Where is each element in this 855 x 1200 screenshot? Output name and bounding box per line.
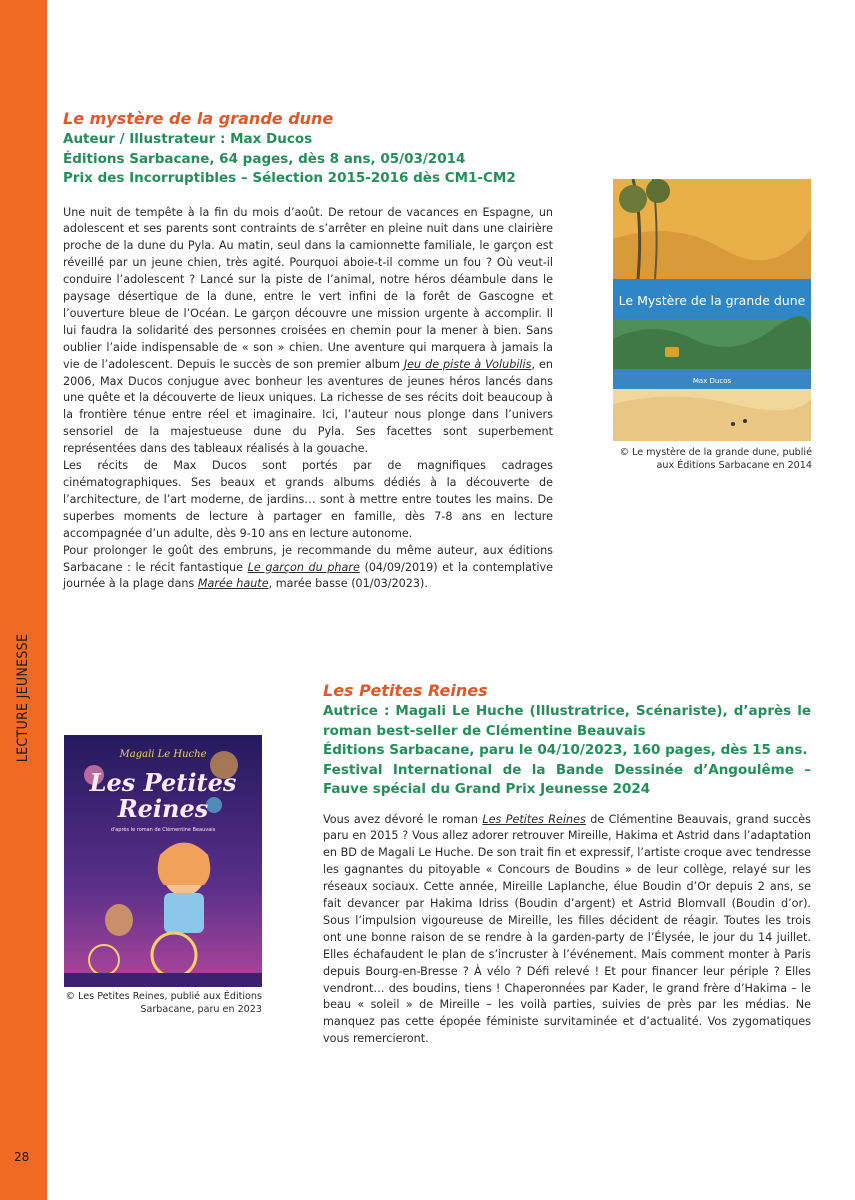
paragraph: Une nuit de tempête à la fin du mois d’août. De retour de vacances en Espagne, un adolescent et ses parents sont contraints de s’arrêter en pleine nuit dans une clairière proche de la dune du Pyla. Au matin, seul dans la camionnette familiale, le garçon est réveillé par un jeune chien, très agité. Pourquoi aboie-t-il comme un fou ? Où veut-il conduire l’adolescent ? Lancé sur la piste de l’animal, notre héros déambule dans le paysage désertique de la dune, entre le vert infini de la forêt de Gascogne et l’ouverture bleue de l’Océan. Le garçon découvre une mission urgente à accomplir. Il lui faudra la solidarité des personnes croisées en chemin pour la mener à bien. Sans oublier l’aide indispensable de « son » chien. Une aventure qui marquera à jamais la vie de l’adolescent. Depuis le succès de son premier album Jeu de piste à Volubilis, en 2006, Max Ducos conjugue avec bonheur les aventures de jeunes héros lancés dans une quête et la découverte de lieux uniques. La richesse de ses récits doit beaucoup à la frontière ténue entre réel et imaginaire. Ici, l’auteur nous plonge dans l’univers sensoriel de la majestueuse dune du Pyla. Ses facettes sont superbement représentées dans des tableaux réalisés à la gouache.: [63, 205, 553, 456]
article-title: Les Petites Reines: [323, 681, 488, 700]
cover-subtitle: d'après le roman de Clémentine Beauvais: [110, 827, 216, 833]
cover-author: Max Ducos: [692, 377, 732, 385]
article-meta: [323, 702, 811, 800]
book-cover-petites-reines: [64, 735, 262, 987]
article-mystere-dune: [63, 108, 553, 593]
article-body: [323, 812, 811, 1049]
publisher-line: Éditions Sarbacane, paru le 04/10/2023, 160 pages, dès 15 ans.: [323, 742, 808, 758]
article-petites-reines: [323, 680, 811, 1048]
cover-title-line2: Reines: [117, 794, 209, 823]
book-link: Le garçon du phare: [247, 560, 360, 574]
image-caption: © Les Petites Reines, publié aux Éditions Sarbacane, paru en 2023: [65, 991, 262, 1015]
article-title: Le mystère de la grande dune: [63, 109, 334, 128]
award-line: Festival International de la Bande Dessinée d’Angoulême – Fauve spécial du Grand Prix Jeunesse 2024: [323, 761, 811, 797]
book-link: Jeu de piste à Volubilis: [403, 357, 532, 371]
article-body: [63, 205, 553, 594]
book-cover-mystere-dune: [613, 179, 811, 441]
publisher-line: Éditions Sarbacane, 64 pages, dès 8 ans, 05/03/2014: [63, 150, 466, 167]
book-link: Les Petites Reines: [482, 812, 586, 826]
author-line: Auteur / Illustrateur : Max Ducos: [63, 131, 313, 147]
cover-title-line1: Les Petites: [89, 768, 237, 797]
page-number: 28: [14, 1150, 30, 1164]
cover-author: Magali Le Huche: [119, 749, 207, 760]
section-label: LECTURE JEUNESSE: [15, 633, 31, 763]
side-band: [0, 0, 47, 1200]
paragraph: Les récits de Max Ducos sont portés par de magnifiques cadrages cinématographiques. Ses beaux et grands albums dédiés à la découverte de l’architecture, de l’art moderne, de jardins… sont à mettre entre toutes les mains. De superbes moments de lecture à partager en famille, dès 7-8 ans en lecture accompagnée d’un adulte, dès 9-10 ans en lecture autonome.: [63, 459, 553, 540]
author-line: Autrice : Magali Le Huche (Illustratrice, Scénariste), d’après le roman best-seller de Clémentine Beauvais: [323, 703, 811, 739]
book-link: Marée haute: [197, 577, 269, 591]
award-line: Prix des Incorruptibles – Sélection 2015-2016 dès CM1-CM2: [63, 170, 516, 186]
article-meta: [63, 130, 553, 189]
paragraph: Pour prolonger le goût des embruns, je recommande du même auteur, aux éditions Sarbacane : le récit fantastique Le garçon du phare (04/09/2019) et la contemplative journée à la plage dans Marée haute, marée basse (01/03/2023).: [63, 543, 553, 591]
paragraph: Vous avez dévoré le roman Les Petites Reines de Clémentine Beauvais, grand succès paru en 2015 ? Vous allez adorer retrouver Mireille, Hakima et Astrid dans l’adaptation en BD de Magali Le Huche. De son trait fin et expressif, l’artiste croque avec tendresse les gagnantes du pitoyable « Concours de Boudins » de leur collège, relayé sur les réseaux sociaux. Cette année, Mireille Laplanche, élue Boudin d’Or depuis 2 ans, se fait devancer par Hakima Idriss (Boudin d’argent) et Astrid Blomvall (Boudin d’or). Sous l’impulsion vigoureuse de Mireille, les filles décident de réagir. Toutes les trois ont une bonne raison de se rendre à la garden-party de l’Élysée, le jour du 14 juillet. Elles échafaudent le plan de s’incruster à l’événement. Mais comment monter à Paris depuis Bourg-en-Bresse ? À vélo ? Défi relevé ! Et pour financer leur périple ? Elles vendront… des boudins, tiens ! Chaperonnées par Kader, le grand frère d’Hakima – le beau « soleil » de Mireille – les voilà parties, suivies de près par les médias. Ne manquez pas cette épopée féministe survitaminée et d’actualité. Vos zygomatiques vous remercieront.: [323, 812, 812, 1046]
cover-title: Le Mystère de la grande dune: [618, 293, 806, 308]
image-caption: © Le mystère de la grande dune, publié aux Éditions Sarbacane en 2014: [619, 447, 812, 471]
